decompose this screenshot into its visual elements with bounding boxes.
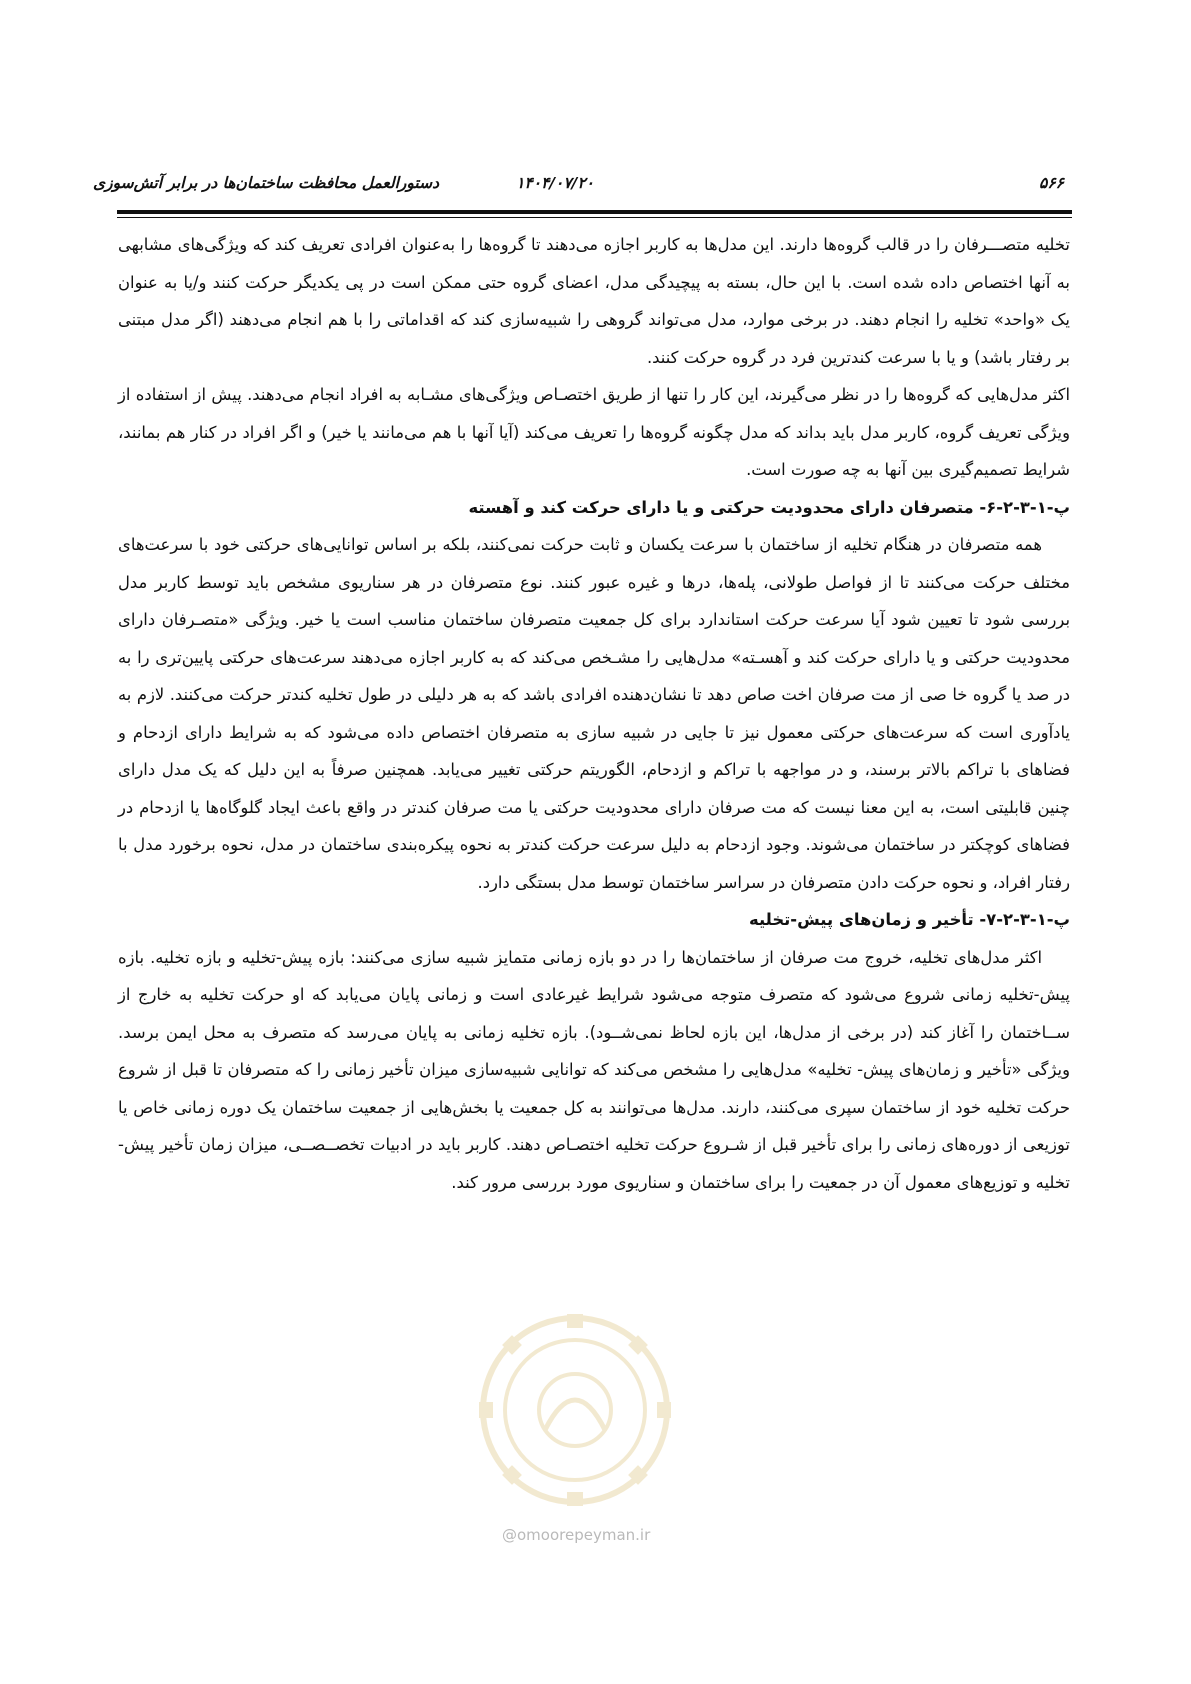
page-body [118,226,1070,1201]
paragraph-groups-attributes: اکثر مدل‌هایی که گروه‌ها را در نظر می‌گیرند، این کار را تنها از طریق اختصـاص ویژگی‌های مشـابه به افراد انجام می‌دهند. پیش از استفاده از ویژگی تعریف گروه، کاربر مدل باید بداند که مدل چگونه گروه‌ها را تعریف می‌کند (آیا آنها با هم می‌مانند یا خیر) و اگر افراد در کنار هم بمانند، شرایط تصمیم‌گیری بین آنها به چه صورت است. [118,385,1070,479]
page-number: ۵۶۶ [1039,174,1064,192]
paragraph-pre-evacuation: اکثر مدل‌های تخلیه، خروج مت صرفان از ساختمان‌ها را در دو بازه زمانی متمایز شبیه سازی می‌کنند: بازه پیش-تخلیه و بازه تخلیه. بازه پیش-تخلیه زمانی شروع می‌شود که متصرف متوجه می‌شود شرایط غیرعادی است و زمانی پایان می‌یابد که او حرکت تخلیه به خارج از ســاختمان را آغاز کند (در برخی از مدل‌ها، این بازه لحاظ نمی‌شــود). بازه تخلیه زمانی به پایان می‌رسد که متصرف به محل ایمن برسد. ویژگی «تأخیر و زمان‌های پیش- تخلیه» مدل‌هایی را مشخص می‌کند که توانایی شبیه‌سازی میزان تأخیر زمانی را که متصرفان تا قبل از شروع حرکت تخلیه خود از ساختمان سپری می‌کنند، دارند. مدل‌ها می‌توانند به کل جمعیت یا بخش‌هایی از جمعیت ساختمان یک دوره زمانی خاص یا توزیعی از دوره‌های زمانی را برای تأخیر قبل از شـروع حرکت تخلیه اختصـاص دهند. کاربر باید در ادبیات تخصــصــی، میزان زمان تأخیر پیش-تخلیه و توزیع‌های معمول آن در جمعیت را برای ساختمان و سناریوی مورد بررسی مرور کند. [118,947,1070,1192]
watermark-url: @omoorepeyman.ir [502,1526,651,1544]
paragraph-mobility-impaired: همه متصرفان در هنگام تخلیه از ساختمان با سرعت یکسان و ثابت حرکت نمی‌کنند، بلکه بر اساس توانایی‌های حرکتی خود با سرعت‌های مختلف حرکت می‌کنند تا از فواصل طولانی، پله‌ها، درها و غیره عبور کنند. نوع متصرفان در هر سناریوی مشخص باید توسط کاربر مدل بررسی شود تا تعیین شود آیا سرعت حرکت استاندارد برای کل جمعیت متصرفان ساختمان مناسب است یا خیر. ویژگی «متصـرفان دارای محدودیت حرکتی و یا دارای حرکت کند و آهسـته» مدل‌هایی را مشـخص می‌کند که به کاربر اجازه می‌دهند سرعت‌های حرکتی پایین‌تری را به در صد یا گروه خا صی از مت صرفان اخت صاص دهد تا نشان‌دهنده افرادی باشد که به هر دلیلی در طول تخلیه کندتر حرکت می‌کنند. لازم به یادآوری است که سرعت‌های حرکتی معمول نیز تا جایی در شبیه سازی به متصرفان اختصاص داده می‌شود که به شرایط دارای ازدحام و فضاهای با تراکم بالاتر برسند، و در مواجهه با تراکم و ازدحام، الگوریتم حرکتی تغییر می‌یابد. همچنین صرفاً به این دلیل که یک مدل دارای چنین قابلیتی است، به این معنا نیست که مت صرفان دارای محدودیت حرکتی یا مت صرفان کندتر در واقع باعث ایجاد گلوگاه‌ها یا ازدحام در فضاهای کوچکتر در ساختمان می‌شوند. وجود ازدحام به دلیل سرعت حرکت کندتر به نحوه پیکره‌بندی ساختمان در مدل، نحوه برخورد مدل با رفتار افراد، و نحوه حرکت دادن متصرفان در سراسر ساختمان توسط مدل بستگی دارد. [118,535,1070,892]
page-header [93,168,1064,202]
section-heading-mobility-impaired: پ-۱-۳-۲-۶- متصرفان دارای محدودیت حرکتی و یا دارای حرکت کند و آهسته [468,497,1070,517]
paragraph-groups-definition: تخلیه متصـــرفان را در قالب گروه‌ها دارند. این مدل‌ها به کاربر اجازه می‌دهند تا گروه‌ها را به‌عنوان افرادی تعریف کند که ویژگی‌های مشابهی به آنها اختصاص داده شده است. با این حال، بسته به پیچیدگی مدل، اعضای گروه حتی ممکن است در پی یکدیگر حرکت کنند و/یا به عنوان یک «واحد» تخلیه را انجام دهند. در برخی موارد، مدل می‌تواند گروهی را شبیه‌سازی کند که اقداماتی را با هم انجام می‌دهند (اگر مدل مبتنی بر رفتار باشد) و یا با سرعت کندترین فرد در گروه حرکت کنند. [118,235,1070,367]
header-rule-thin [117,217,1072,218]
header-date: ۱۴۰۴/۰۷/۲۰ [516,174,594,192]
header-rule-thick [117,210,1072,214]
watermark-logo [475,1310,675,1510]
section-heading-pre-evacuation: پ-۱-۳-۲-۷- تأخیر و زمان‌های پیش-تخلیه [749,910,1070,929]
running-title: دستورالعمل محافظت ساختمان‌ها در برابر آتش‌سوزی [93,174,439,192]
